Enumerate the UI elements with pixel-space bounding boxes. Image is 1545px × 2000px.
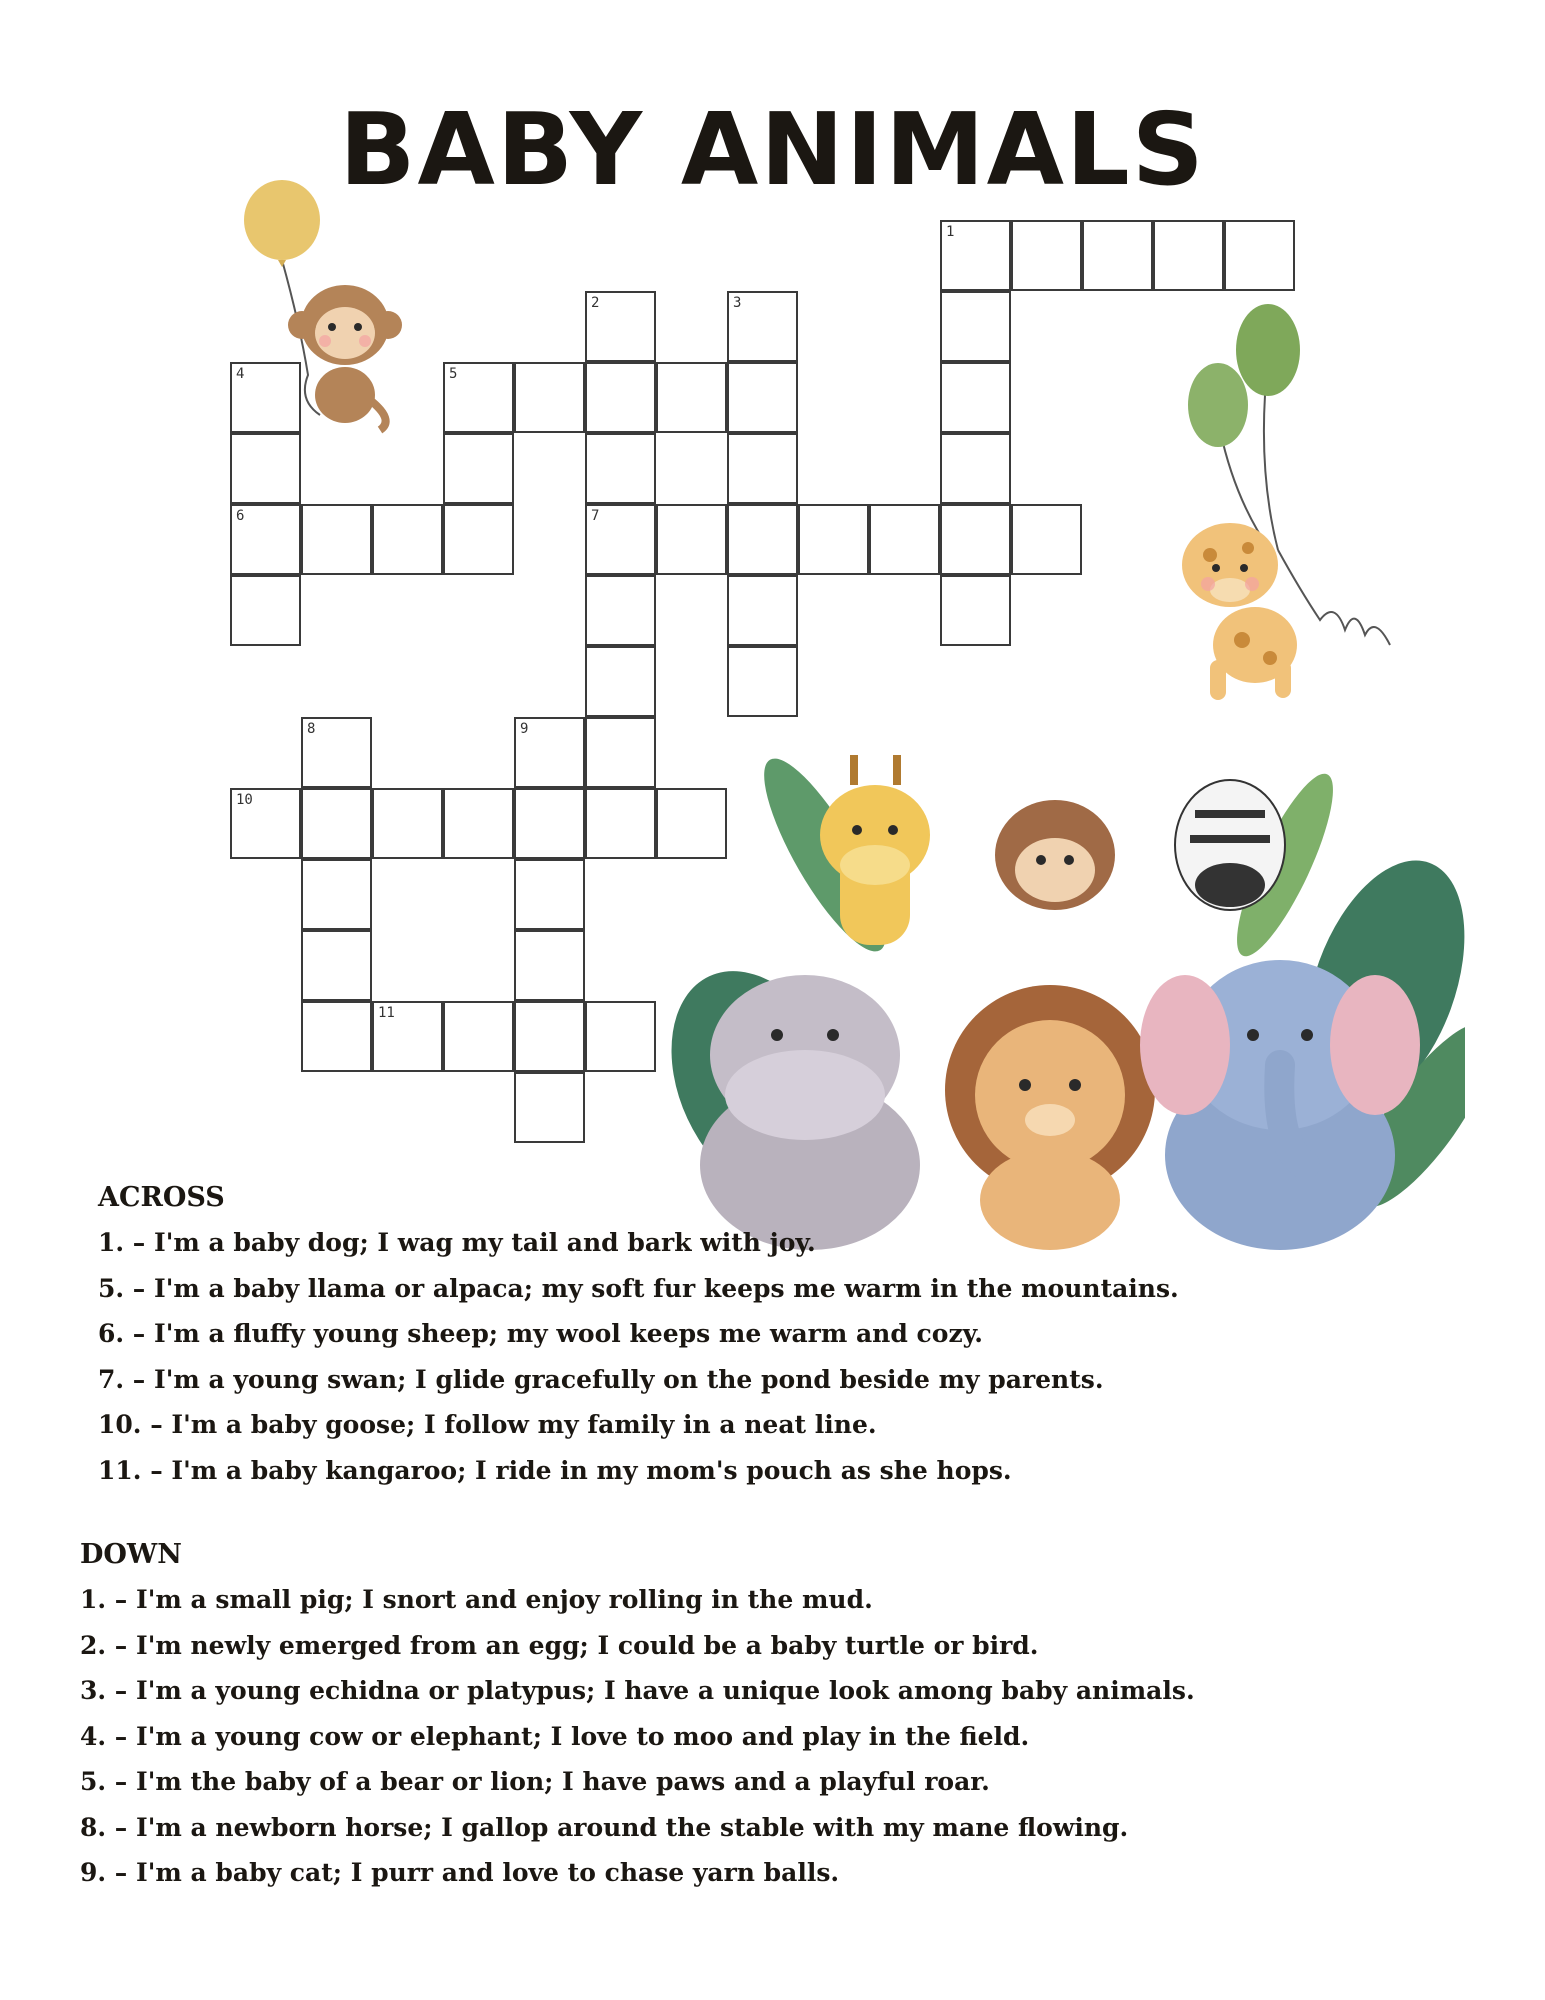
baby-animals-group-illustration: [665, 735, 1465, 1250]
grid-cell[interactable]: [443, 788, 514, 859]
down-heading: DOWN: [80, 1539, 182, 1570]
grid-cell[interactable]: [727, 291, 798, 362]
across-clue-5: 5. – I'm a baby llama or alpaca; my soft fur keeps me warm in the mountains.: [98, 1273, 1179, 1303]
down-clue-9: 9. – I'm a baby cat; I purr and love to chase yarn balls.: [80, 1858, 840, 1887]
grid-cell[interactable]: [1011, 504, 1082, 575]
grid-cell[interactable]: [585, 788, 656, 859]
grid-cell[interactable]: [514, 717, 585, 788]
grid-cell[interactable]: [301, 859, 372, 930]
across-clue-11: 11. – I'm a baby kangaroo; I ride in my mom's pouch as she hops.: [98, 1455, 1012, 1485]
down-clue-1: 1. – I'm a small pig; I snort and enjoy rolling in the mud.: [80, 1585, 873, 1614]
grid-cell[interactable]: [1224, 220, 1295, 291]
grid-cell[interactable]: [869, 504, 940, 575]
grid-cell[interactable]: [727, 646, 798, 717]
across-clues: [98, 1176, 1179, 1493]
grid-cell[interactable]: [301, 504, 372, 575]
grid-cell[interactable]: [585, 504, 656, 575]
grid-cell[interactable]: [443, 433, 514, 504]
grid-cell[interactable]: [301, 1001, 372, 1072]
grid-cell[interactable]: [940, 291, 1011, 362]
grid-cell[interactable]: [727, 433, 798, 504]
grid-cell[interactable]: [656, 362, 727, 433]
grid-cell[interactable]: [301, 717, 372, 788]
grid-cell[interactable]: [585, 646, 656, 717]
clue-number: 4: [236, 366, 245, 382]
giraffe-balloons-illustration: [1150, 300, 1420, 720]
grid-cell[interactable]: [372, 504, 443, 575]
grid-cell[interactable]: [230, 575, 301, 646]
clue-number: 9: [520, 721, 529, 737]
grid-cell[interactable]: [1082, 220, 1153, 291]
grid-cell[interactable]: [585, 1001, 656, 1072]
grid-cell[interactable]: [514, 788, 585, 859]
clue-number: 11: [378, 1005, 395, 1021]
across-clue-1: 1. – I'm a baby dog; I wag my tail and bark with joy.: [98, 1228, 816, 1257]
grid-cell[interactable]: [514, 362, 585, 433]
grid-cell[interactable]: [443, 504, 514, 575]
grid-cell[interactable]: [301, 788, 372, 859]
grid-cell[interactable]: [372, 1001, 443, 1072]
monkey-balloon-illustration: [230, 175, 460, 435]
clue-number: 1: [946, 224, 955, 240]
clue-number: 2: [591, 295, 600, 311]
grid-cell[interactable]: [514, 859, 585, 930]
clue-number: 8: [307, 721, 316, 737]
grid-cell[interactable]: [514, 1072, 585, 1143]
grid-cell[interactable]: [230, 788, 301, 859]
down-clue-2: 2. – I'm newly emerged from an egg; I could be a baby turtle or bird.: [80, 1630, 1039, 1660]
grid-cell[interactable]: [940, 575, 1011, 646]
grid-cell[interactable]: [727, 362, 798, 433]
grid-cell[interactable]: [514, 1001, 585, 1072]
down-clue-4: 4. – I'm a young cow or elephant; I love to moo and play in the field.: [80, 1721, 1030, 1751]
across-clue-10: 10. – I'm a baby goose; I follow my family in a neat line.: [98, 1410, 877, 1439]
grid-cell[interactable]: [656, 504, 727, 575]
clue-number: 5: [449, 366, 458, 382]
down-clue-5: 5. – I'm the baby of a bear or lion; I have paws and a playful roar.: [80, 1767, 990, 1796]
across-heading: ACROSS: [98, 1182, 225, 1213]
grid-cell[interactable]: [301, 930, 372, 1001]
grid-cell[interactable]: [230, 433, 301, 504]
grid-cell[interactable]: [585, 717, 656, 788]
grid-cell[interactable]: [372, 788, 443, 859]
across-clue-7: 7. – I'm a young swan; I glide gracefully on the pond beside my parents.: [98, 1364, 1104, 1394]
grid-cell[interactable]: [585, 362, 656, 433]
grid-cell[interactable]: [940, 433, 1011, 504]
down-clues: [80, 1533, 1195, 1896]
across-clue-6: 6. – I'm a fluffy young sheep; my wool keeps me warm and cozy.: [98, 1319, 983, 1348]
grid-cell[interactable]: [443, 1001, 514, 1072]
grid-cell[interactable]: [585, 291, 656, 362]
grid-cell[interactable]: [798, 504, 869, 575]
grid-cell[interactable]: [727, 575, 798, 646]
grid-cell[interactable]: [940, 504, 1011, 575]
grid-cell[interactable]: [585, 575, 656, 646]
grid-cell[interactable]: [230, 504, 301, 575]
grid-cell[interactable]: [940, 220, 1011, 291]
clue-number: 7: [591, 508, 600, 524]
clue-number: 10: [236, 792, 253, 808]
grid-cell[interactable]: [585, 433, 656, 504]
down-clue-3: 3. – I'm a young echidna or platypus; I have a unique look among baby animals.: [80, 1676, 1195, 1705]
clue-number: 6: [236, 508, 245, 524]
clue-number: 3: [733, 295, 742, 311]
grid-cell[interactable]: [727, 504, 798, 575]
page-title: BABY ANIMALS: [339, 91, 1206, 208]
grid-cell[interactable]: [1153, 220, 1224, 291]
grid-cell[interactable]: [1011, 220, 1082, 291]
down-clue-8: 8. – I'm a newborn horse; I gallop around the stable with my mane flowing.: [80, 1812, 1129, 1842]
grid-cell[interactable]: [940, 362, 1011, 433]
grid-cell[interactable]: [514, 930, 585, 1001]
